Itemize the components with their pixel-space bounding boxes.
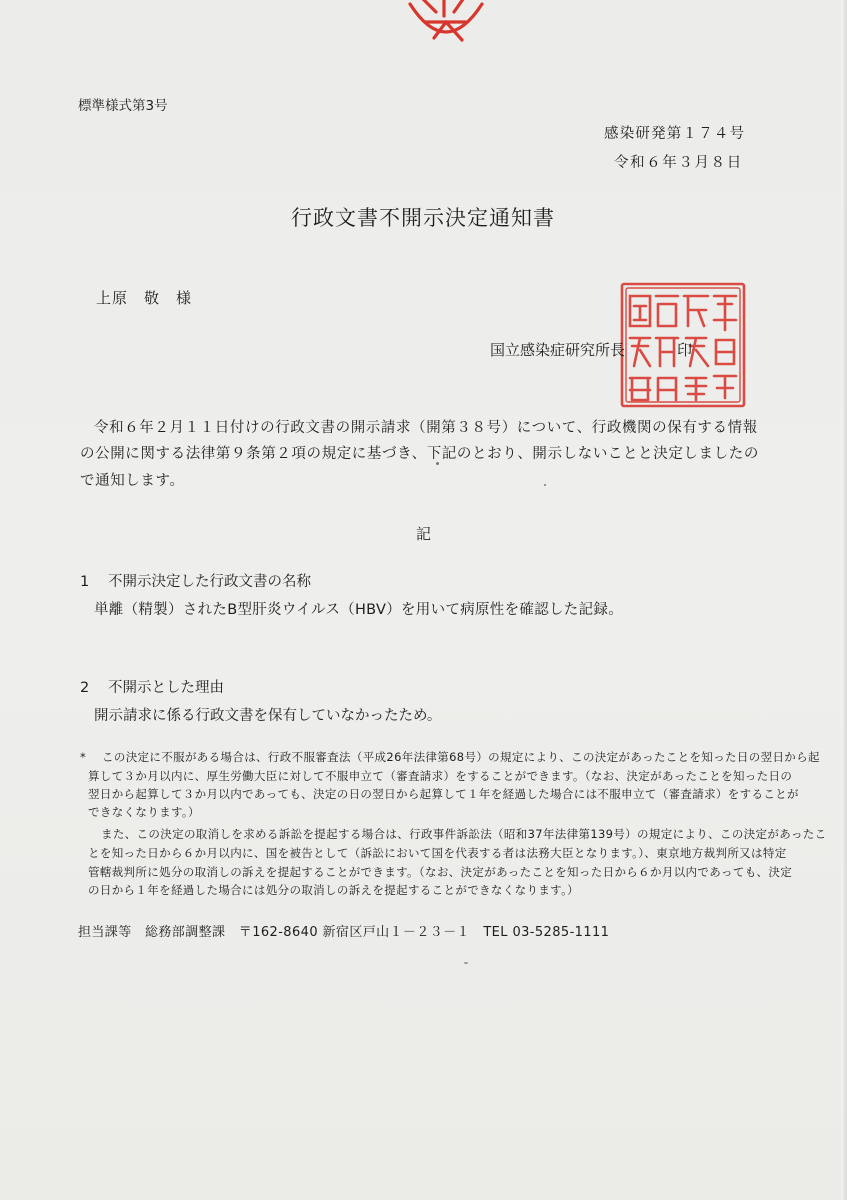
top-seal-stamp	[404, 0, 488, 52]
note-line-6: とを知った日から６か月以内に、国を被告として（訴訟において国を代表する者は法務大臣となります。）、東京地方裁判所又は特定	[88, 846, 787, 860]
document-date: 令和６年３月８日	[614, 155, 743, 171]
section-1-body: 単離（精製）されたB型肝炎ウイルス（HBV）を用いて病原性を確認した記録。	[94, 602, 623, 618]
paper-edge	[841, 0, 847, 1200]
body-line-2: の公開に関する法律第９条第２項の規定に基づき、下記のとおり、開示しないことと決定しましたの	[80, 446, 759, 462]
note-asterisk: *	[80, 750, 87, 764]
issuer-stamp-label: 印	[677, 341, 693, 359]
paper-speck	[544, 484, 546, 486]
note-line-1: この決定に不服がある場合は、行政不服審査法（平成26年法律第68号）の規定により、この決定があったことを知った日の翌日から起	[102, 750, 820, 764]
section-2-number: 2	[80, 680, 90, 696]
paper-speck	[436, 462, 439, 465]
issuer-name: 国立感染症研究所長	[490, 341, 626, 359]
section-2-title: 不開示とした理由	[108, 680, 224, 696]
recipient-name: 上原 敬 様	[96, 289, 193, 307]
note-line-5: また、この決定の取消しを求める訴訟を提起する場合は、行政事件訴訟法（昭和37年法律第139号）の規定により、この決定があったこ	[101, 827, 827, 841]
section-2-body: 開示請求に係る行政文書を保有していなかったため。	[94, 708, 442, 724]
section-1-number: 1	[80, 574, 90, 590]
ki-heading: 記	[416, 525, 432, 543]
note-line-2: 算して３か月以内に、厚生労働大臣に対して不服申立て（審査請求）をすることができます。（なお、決定があったことを知った日の	[88, 769, 793, 783]
section-1-title: 不開示決定した行政文書の名称	[108, 574, 311, 590]
paper-speck	[464, 962, 468, 964]
document-title: 行政文書不開示決定通知書	[291, 206, 555, 230]
body-line-3: で通知します。	[80, 473, 185, 489]
note-line-7: 管轄裁判所に処分の取消しの訴えを提起することができます。（なお、決定があったことを知った日から６か月以内であっても、決定	[88, 865, 793, 879]
document-number: 感染研発第１７４号	[604, 126, 746, 142]
body-line-1: 令和６年２月１１日付けの行政文書の開示請求（開第３８号）について、行政機関の保有する情報	[94, 420, 758, 436]
note-line-3: 翌日から起算して３か月以内であっても、決定の日の翌日から起算して１年を経過した場合には不服申立て（審査請求）をすることが	[88, 787, 799, 801]
note-line-4: できなくなります。）	[88, 805, 200, 819]
note-line-8: の日から１年を経過した場合には処分の取消しの訴えを提起することができなくなります。）	[88, 883, 580, 897]
form-label: 標準様式第3号	[78, 98, 168, 114]
contact-info: 担当課等 総務部調整課 〒162-8640 新宿区戸山１－２３－１ TEL 03-5285-1111	[78, 925, 610, 940]
